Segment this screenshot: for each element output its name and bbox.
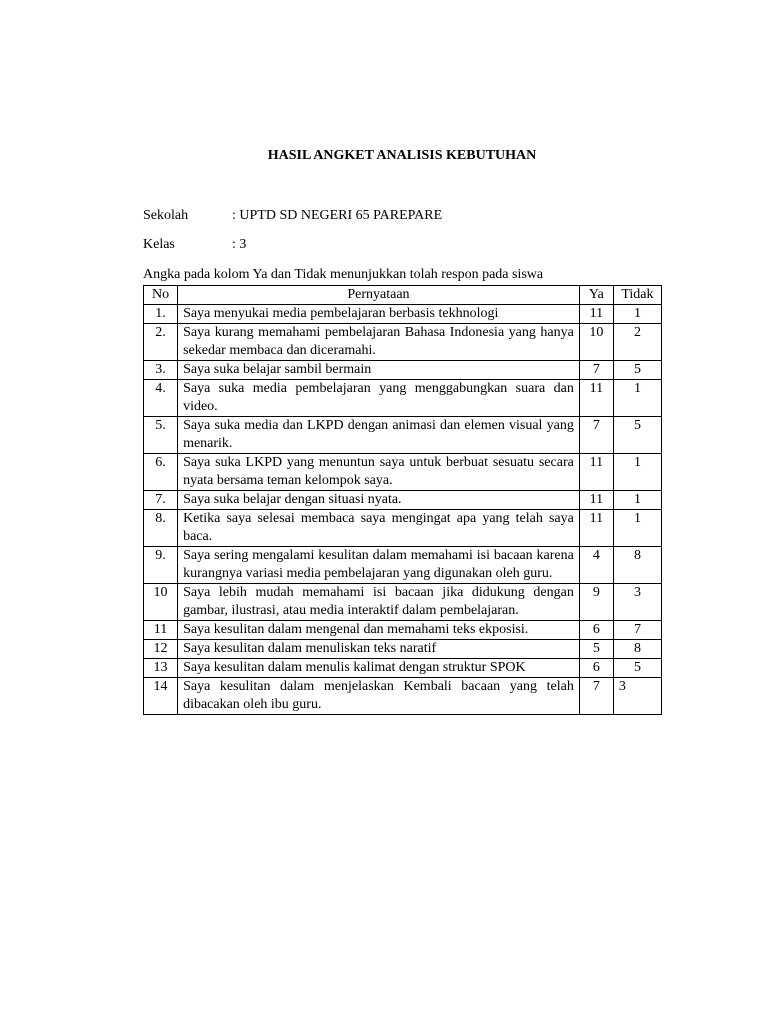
row-tidak: 7	[613, 621, 661, 640]
header-statement: Pernyataan	[178, 286, 580, 305]
row-ya: 7	[579, 417, 613, 454]
row-statement: Saya suka LKPD yang menuntun saya untuk berbuat sesuatu secara nyata bersama teman kelompok saya.	[178, 454, 580, 491]
table-row	[144, 510, 662, 547]
table-row	[144, 640, 662, 659]
table-row	[144, 361, 662, 380]
row-tidak: 8	[613, 640, 661, 659]
table-row	[144, 324, 662, 361]
row-statement: Saya kesulitan dalam menulis kalimat dengan struktur SPOK	[178, 659, 580, 678]
page-title: HASIL ANGKET ANALISIS KEBUTUHAN	[267, 148, 537, 163]
row-no: 1.	[144, 305, 178, 324]
row-ya: 11	[579, 305, 613, 324]
row-no: 12	[144, 640, 178, 659]
school-row	[143, 207, 442, 225]
row-ya: 11	[579, 454, 613, 491]
header-no: No	[144, 286, 178, 305]
row-statement: Saya sering mengalami kesulitan dalam memahami isi bacaan karena kurangnya variasi media pembelajaran yang digunakan oleh guru.	[178, 547, 580, 584]
table-row	[144, 417, 662, 454]
row-tidak: 8	[613, 547, 661, 584]
table-row	[144, 547, 662, 584]
table-row	[144, 659, 662, 678]
row-ya: 11	[579, 380, 613, 417]
row-no: 10	[144, 584, 178, 621]
row-statement: Saya suka belajar dengan situasi nyata.	[178, 491, 580, 510]
row-ya: 6	[579, 621, 613, 640]
row-statement: Saya menyukai media pembelajaran berbasis tekhnologi	[178, 305, 580, 324]
header-ya: Ya	[579, 286, 613, 305]
row-tidak: 5	[613, 361, 661, 380]
table-header-row	[144, 286, 662, 305]
row-no: 13	[144, 659, 178, 678]
row-tidak: 1	[613, 380, 661, 417]
row-no: 14	[144, 678, 178, 715]
row-ya: 7	[579, 361, 613, 380]
row-no: 3.	[144, 361, 178, 380]
row-ya: 4	[579, 547, 613, 584]
row-tidak: 1	[613, 454, 661, 491]
school-value: : UPTD SD NEGERI 65 PAREPARE	[232, 208, 443, 223]
row-tidak: 5	[613, 417, 661, 454]
row-ya: 9	[579, 584, 613, 621]
row-no: 7.	[144, 491, 178, 510]
class-value: : 3	[232, 237, 247, 252]
table-row	[144, 454, 662, 491]
row-statement: Ketika saya selesai membaca saya mengingat apa yang telah saya baca.	[178, 510, 580, 547]
row-no: 6.	[144, 454, 178, 491]
row-statement: Saya suka media pembelajaran yang menggabungkan suara dan video.	[178, 380, 580, 417]
row-statement: Saya kesulitan dalam menjelaskan Kembali bacaan yang telah dibacakan oleh ibu guru.	[178, 678, 580, 715]
row-tidak: 1	[613, 510, 661, 547]
row-ya: 11	[579, 491, 613, 510]
row-no: 9.	[144, 547, 178, 584]
row-ya: 7	[579, 678, 613, 715]
table-row	[144, 621, 662, 640]
row-ya: 11	[579, 510, 613, 547]
row-statement: Saya kesulitan dalam menuliskan teks naratif	[178, 640, 580, 659]
row-ya: 6	[579, 659, 613, 678]
row-tidak: 2	[613, 324, 661, 361]
row-tidak: 3	[613, 678, 661, 715]
table-row	[144, 491, 662, 510]
row-no: 11	[144, 621, 178, 640]
table-row	[144, 380, 662, 417]
row-no: 8.	[144, 510, 178, 547]
row-statement: Saya kurang memahami pembelajaran Bahasa Indonesia yang hanya sekedar membaca dan diceramahi.	[178, 324, 580, 361]
table-row	[144, 584, 662, 621]
row-no: 4.	[144, 380, 178, 417]
row-tidak: 3	[613, 584, 661, 621]
row-ya: 5	[579, 640, 613, 659]
row-tidak: 1	[613, 491, 661, 510]
row-statement: Saya suka media dan LKPD dengan animasi dan elemen visual yang menarik.	[178, 417, 580, 454]
table-row	[144, 678, 662, 715]
row-statement: Saya lebih mudah memahami isi bacaan jika didukung dengan gambar, ilustrasi, atau media interaktif dalam pembelajaran.	[178, 584, 580, 621]
row-ya: 10	[579, 324, 613, 361]
row-no: 5.	[144, 417, 178, 454]
header-tidak: Tidak	[613, 286, 661, 305]
class-row	[143, 236, 246, 254]
class-label: Kelas	[143, 237, 175, 252]
school-label: Sekolah	[143, 208, 189, 223]
row-statement: Saya suka belajar sambil bermain	[178, 361, 580, 380]
row-tidak: 1	[613, 305, 661, 324]
row-no: 2.	[144, 324, 178, 361]
table-row	[144, 305, 662, 324]
row-statement: Saya kesulitan dalam mengenal dan memahami teks ekposisi.	[178, 621, 580, 640]
intro-text: Angka pada kolom Ya dan Tidak menunjukkan tolah respon pada siswa	[143, 267, 544, 282]
survey-table	[143, 285, 662, 715]
row-tidak: 5	[613, 659, 661, 678]
